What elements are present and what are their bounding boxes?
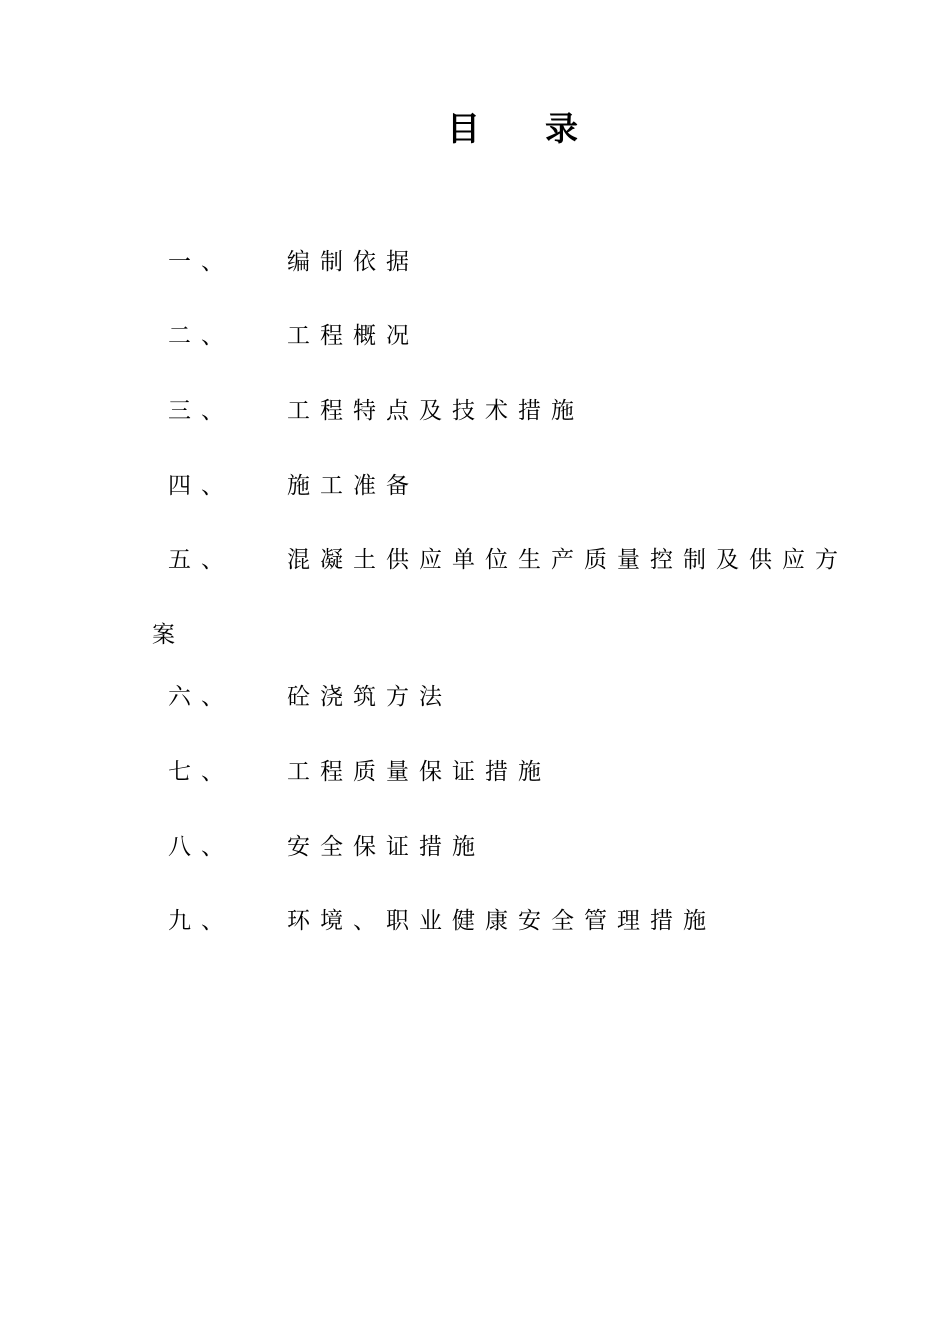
title-char-2: 录 — [545, 109, 578, 148]
toc-item-9 — [0, 903, 950, 943]
toc-item-3 — [0, 393, 950, 433]
toc-number: 九、 — [168, 908, 234, 934]
toc-text-continuation: 案 — [152, 622, 175, 648]
toc-item-4 — [0, 468, 950, 508]
toc-text: 工程质量保证措施 — [287, 759, 551, 785]
toc-number: 五、 — [168, 547, 234, 573]
toc-number: 二、 — [168, 323, 234, 349]
toc-number: 四、 — [168, 473, 234, 499]
toc-text: 编制依据 — [287, 249, 419, 275]
toc-item-6 — [0, 679, 950, 719]
toc-text: 工程概况 — [287, 323, 419, 349]
page-title — [0, 106, 950, 156]
toc-number: 一、 — [168, 249, 234, 275]
toc-text: 安全保证措施 — [287, 834, 485, 860]
toc-number: 七、 — [168, 759, 234, 785]
toc-item-7 — [0, 754, 950, 794]
toc-text: 施工准备 — [287, 473, 419, 499]
toc-number: 六、 — [168, 684, 234, 710]
toc-text: 工程特点及技术措施 — [287, 398, 584, 424]
toc-item-5-continuation — [0, 617, 950, 657]
toc-item-1 — [0, 244, 950, 284]
toc-text: 混凝土供应单位生产质量控制及供应方 — [287, 547, 848, 573]
toc-number: 三、 — [168, 398, 234, 424]
toc-item-8 — [0, 829, 950, 869]
toc-number: 八、 — [168, 834, 234, 860]
toc-text: 砼浇筑方法 — [287, 684, 452, 710]
toc-text: 环境、职业健康安全管理措施 — [287, 908, 716, 934]
title-char-1: 目 — [447, 109, 480, 148]
toc-item-5 — [0, 542, 950, 582]
toc-item-2 — [0, 318, 950, 358]
